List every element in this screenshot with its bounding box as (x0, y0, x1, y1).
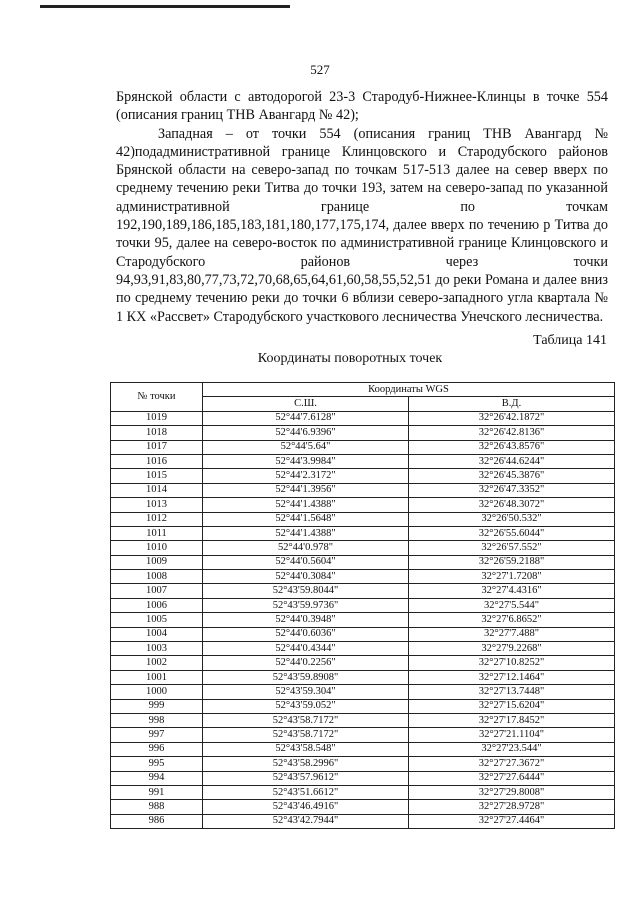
table-row (111, 728, 615, 742)
cell-latitude: 52°43'59.9736" (203, 598, 409, 612)
table-row (111, 555, 615, 569)
table-label: Таблица 141 (533, 333, 607, 348)
cell-latitude: 52°43'58.548" (203, 742, 409, 756)
cell-longitude: 32°27'7.488" (409, 627, 615, 641)
cell-point-number: 1016 (111, 454, 203, 468)
cell-latitude: 52°44'0.3948" (203, 613, 409, 627)
table-row (111, 785, 615, 799)
table-row (111, 570, 615, 584)
cell-longitude: 32°27'9.2268" (409, 642, 615, 656)
cell-point-number: 1008 (111, 570, 203, 584)
cell-longitude: 32°26'50.532" (409, 512, 615, 526)
cell-latitude: 52°43'51.6612" (203, 785, 409, 799)
cell-longitude: 32°26'48.3072" (409, 498, 615, 512)
header-latitude: С.Ш. (203, 397, 409, 411)
table-header-row (111, 383, 615, 397)
cell-point-number: 999 (111, 699, 203, 713)
table-row (111, 627, 615, 641)
cell-latitude: 52°43'58.7172" (203, 728, 409, 742)
table-row (111, 411, 615, 425)
cell-point-number: 995 (111, 757, 203, 771)
cell-point-number: 1009 (111, 555, 203, 569)
table-row (111, 699, 615, 713)
cell-longitude: 32°26'42.1872" (409, 411, 615, 425)
paragraph-2: Западная – от точки 554 (описания границ ТНВ Авангард № 42)подадминистративной границе Клинцовского и Стародубского районов Брянской области на северо-запад по точкам 517-513 далее на север вверх по среднему течению реки Титва до точки 193, затем на северо-запад по указанной административной границе по точкам 192,190,189,186,185,183,181,180,177,175,174, далее вверх по течению р Титва до точки 95, далее на северо-восток по административной границе Клинцовского и Стародубского районов через точки 94,93,91,83,80,77,73,72,70,68,65,64,61,60,58,55,52,51 до реки Романа и далее вниз по среднему течению реки до точки 6 вблизи северо-западного угла квартала № 1 КХ «Рассвет» Стародубского участкового лесничества Унечского лесничества. (116, 125, 608, 325)
cell-point-number: 1010 (111, 541, 203, 555)
cell-latitude: 52°44'0.978" (203, 541, 409, 555)
table-row (111, 771, 615, 785)
table-title: Координаты поворотных точек (257, 351, 443, 366)
cell-longitude: 32°27'27.6444" (409, 771, 615, 785)
cell-point-number: 988 (111, 800, 203, 814)
table-row (111, 685, 615, 699)
table-row (111, 656, 615, 670)
table-row (111, 800, 615, 814)
cell-latitude: 52°44'1.4388" (203, 526, 409, 540)
cell-latitude: 52°43'46.4916" (203, 800, 409, 814)
cell-point-number: 1018 (111, 426, 203, 440)
table-row (111, 426, 615, 440)
table-row (111, 598, 615, 612)
table-row (111, 541, 615, 555)
table-row (111, 440, 615, 454)
cell-longitude: 32°26'44.6244" (409, 454, 615, 468)
cell-longitude: 32°27'12.1464" (409, 670, 615, 684)
cell-latitude: 52°44'1.4388" (203, 498, 409, 512)
table-row (111, 512, 615, 526)
header-longitude: В.Д. (409, 397, 615, 411)
cell-longitude: 32°27'15.6204" (409, 699, 615, 713)
cell-longitude: 32°27'28.9728" (409, 800, 615, 814)
cell-longitude: 32°26'59.2188" (409, 555, 615, 569)
cell-longitude: 32°27'29.8008" (409, 785, 615, 799)
cell-longitude: 32°27'13.7448" (409, 685, 615, 699)
cell-point-number: 997 (111, 728, 203, 742)
cell-point-number: 994 (111, 771, 203, 785)
header-coordinates: Координаты WGS (203, 383, 615, 397)
cell-longitude: 32°26'45.3876" (409, 469, 615, 483)
paragraph-1: Брянской области с автодорогой 23-3 Стародуб-Нижнее-Клинцы в точке 554 (описания границ ТНВ Авангард № 42); (116, 89, 608, 124)
cell-latitude: 52°43'42.7944" (203, 814, 409, 828)
table-row (111, 670, 615, 684)
table-row (111, 584, 615, 598)
cell-point-number: 1013 (111, 498, 203, 512)
cell-longitude: 32°27'27.4464" (409, 814, 615, 828)
table-row (111, 742, 615, 756)
cell-point-number: 1017 (111, 440, 203, 454)
table-row (111, 642, 615, 656)
cell-latitude: 52°44'0.6036" (203, 627, 409, 641)
table-row (111, 526, 615, 540)
cell-longitude: 32°27'10.8252" (409, 656, 615, 670)
cell-point-number: 1015 (111, 469, 203, 483)
cell-longitude: 32°26'42.8136" (409, 426, 615, 440)
cell-latitude: 52°44'3.9984" (203, 454, 409, 468)
cell-latitude: 52°44'1.3956" (203, 483, 409, 497)
table-row (111, 454, 615, 468)
cell-latitude: 52°43'59.052" (203, 699, 409, 713)
cell-point-number: 996 (111, 742, 203, 756)
cell-point-number: 1002 (111, 656, 203, 670)
cell-latitude: 52°44'1.5648" (203, 512, 409, 526)
cell-longitude: 32°27'4.4316" (409, 584, 615, 598)
cell-latitude: 52°44'0.3084" (203, 570, 409, 584)
cell-longitude: 32°27'21.1104" (409, 728, 615, 742)
cell-longitude: 32°27'5.544" (409, 598, 615, 612)
cell-point-number: 1012 (111, 512, 203, 526)
cell-latitude: 52°43'59.8044" (203, 584, 409, 598)
table-row (111, 469, 615, 483)
top-rule (40, 5, 290, 8)
cell-latitude: 52°44'0.4344" (203, 642, 409, 656)
cell-longitude: 32°27'1.7208" (409, 570, 615, 584)
header-point-number: № точки (111, 383, 203, 412)
cell-point-number: 1011 (111, 526, 203, 540)
table-row (111, 757, 615, 771)
cell-point-number: 998 (111, 713, 203, 727)
cell-latitude: 52°44'2.3172" (203, 469, 409, 483)
cell-longitude: 32°26'47.3352" (409, 483, 615, 497)
cell-point-number: 1014 (111, 483, 203, 497)
cell-longitude: 32°26'43.8576" (409, 440, 615, 454)
body-text (116, 88, 608, 326)
cell-latitude: 52°43'58.7172" (203, 713, 409, 727)
table-row (111, 713, 615, 727)
cell-longitude: 32°26'55.6044" (409, 526, 615, 540)
cell-latitude: 52°44'7.6128" (203, 411, 409, 425)
cell-longitude: 32°27'6.8652" (409, 613, 615, 627)
cell-latitude: 52°44'5.64" (203, 440, 409, 454)
table-row (111, 498, 615, 512)
cell-point-number: 991 (111, 785, 203, 799)
cell-point-number: 1004 (111, 627, 203, 641)
cell-longitude: 32°27'23.544" (409, 742, 615, 756)
cell-latitude: 52°44'0.2256" (203, 656, 409, 670)
cell-latitude: 52°44'0.5604" (203, 555, 409, 569)
cell-longitude: 32°27'27.3672" (409, 757, 615, 771)
cell-latitude: 52°43'59.8908" (203, 670, 409, 684)
cell-point-number: 1006 (111, 598, 203, 612)
cell-point-number: 1001 (111, 670, 203, 684)
table-row (111, 483, 615, 497)
cell-point-number: 1000 (111, 685, 203, 699)
coordinates-table (110, 382, 615, 829)
table-body (111, 411, 615, 828)
page-number: 527 (310, 62, 330, 77)
table-row (111, 814, 615, 828)
cell-latitude: 52°44'6.9396" (203, 426, 409, 440)
cell-point-number: 1003 (111, 642, 203, 656)
cell-point-number: 986 (111, 814, 203, 828)
cell-point-number: 1007 (111, 584, 203, 598)
cell-longitude: 32°27'17.8452" (409, 713, 615, 727)
cell-point-number: 1019 (111, 411, 203, 425)
cell-latitude: 52°43'59.304" (203, 685, 409, 699)
cell-latitude: 52°43'58.2996" (203, 757, 409, 771)
cell-point-number: 1005 (111, 613, 203, 627)
cell-longitude: 32°26'57.552" (409, 541, 615, 555)
table-row (111, 613, 615, 627)
cell-latitude: 52°43'57.9612" (203, 771, 409, 785)
